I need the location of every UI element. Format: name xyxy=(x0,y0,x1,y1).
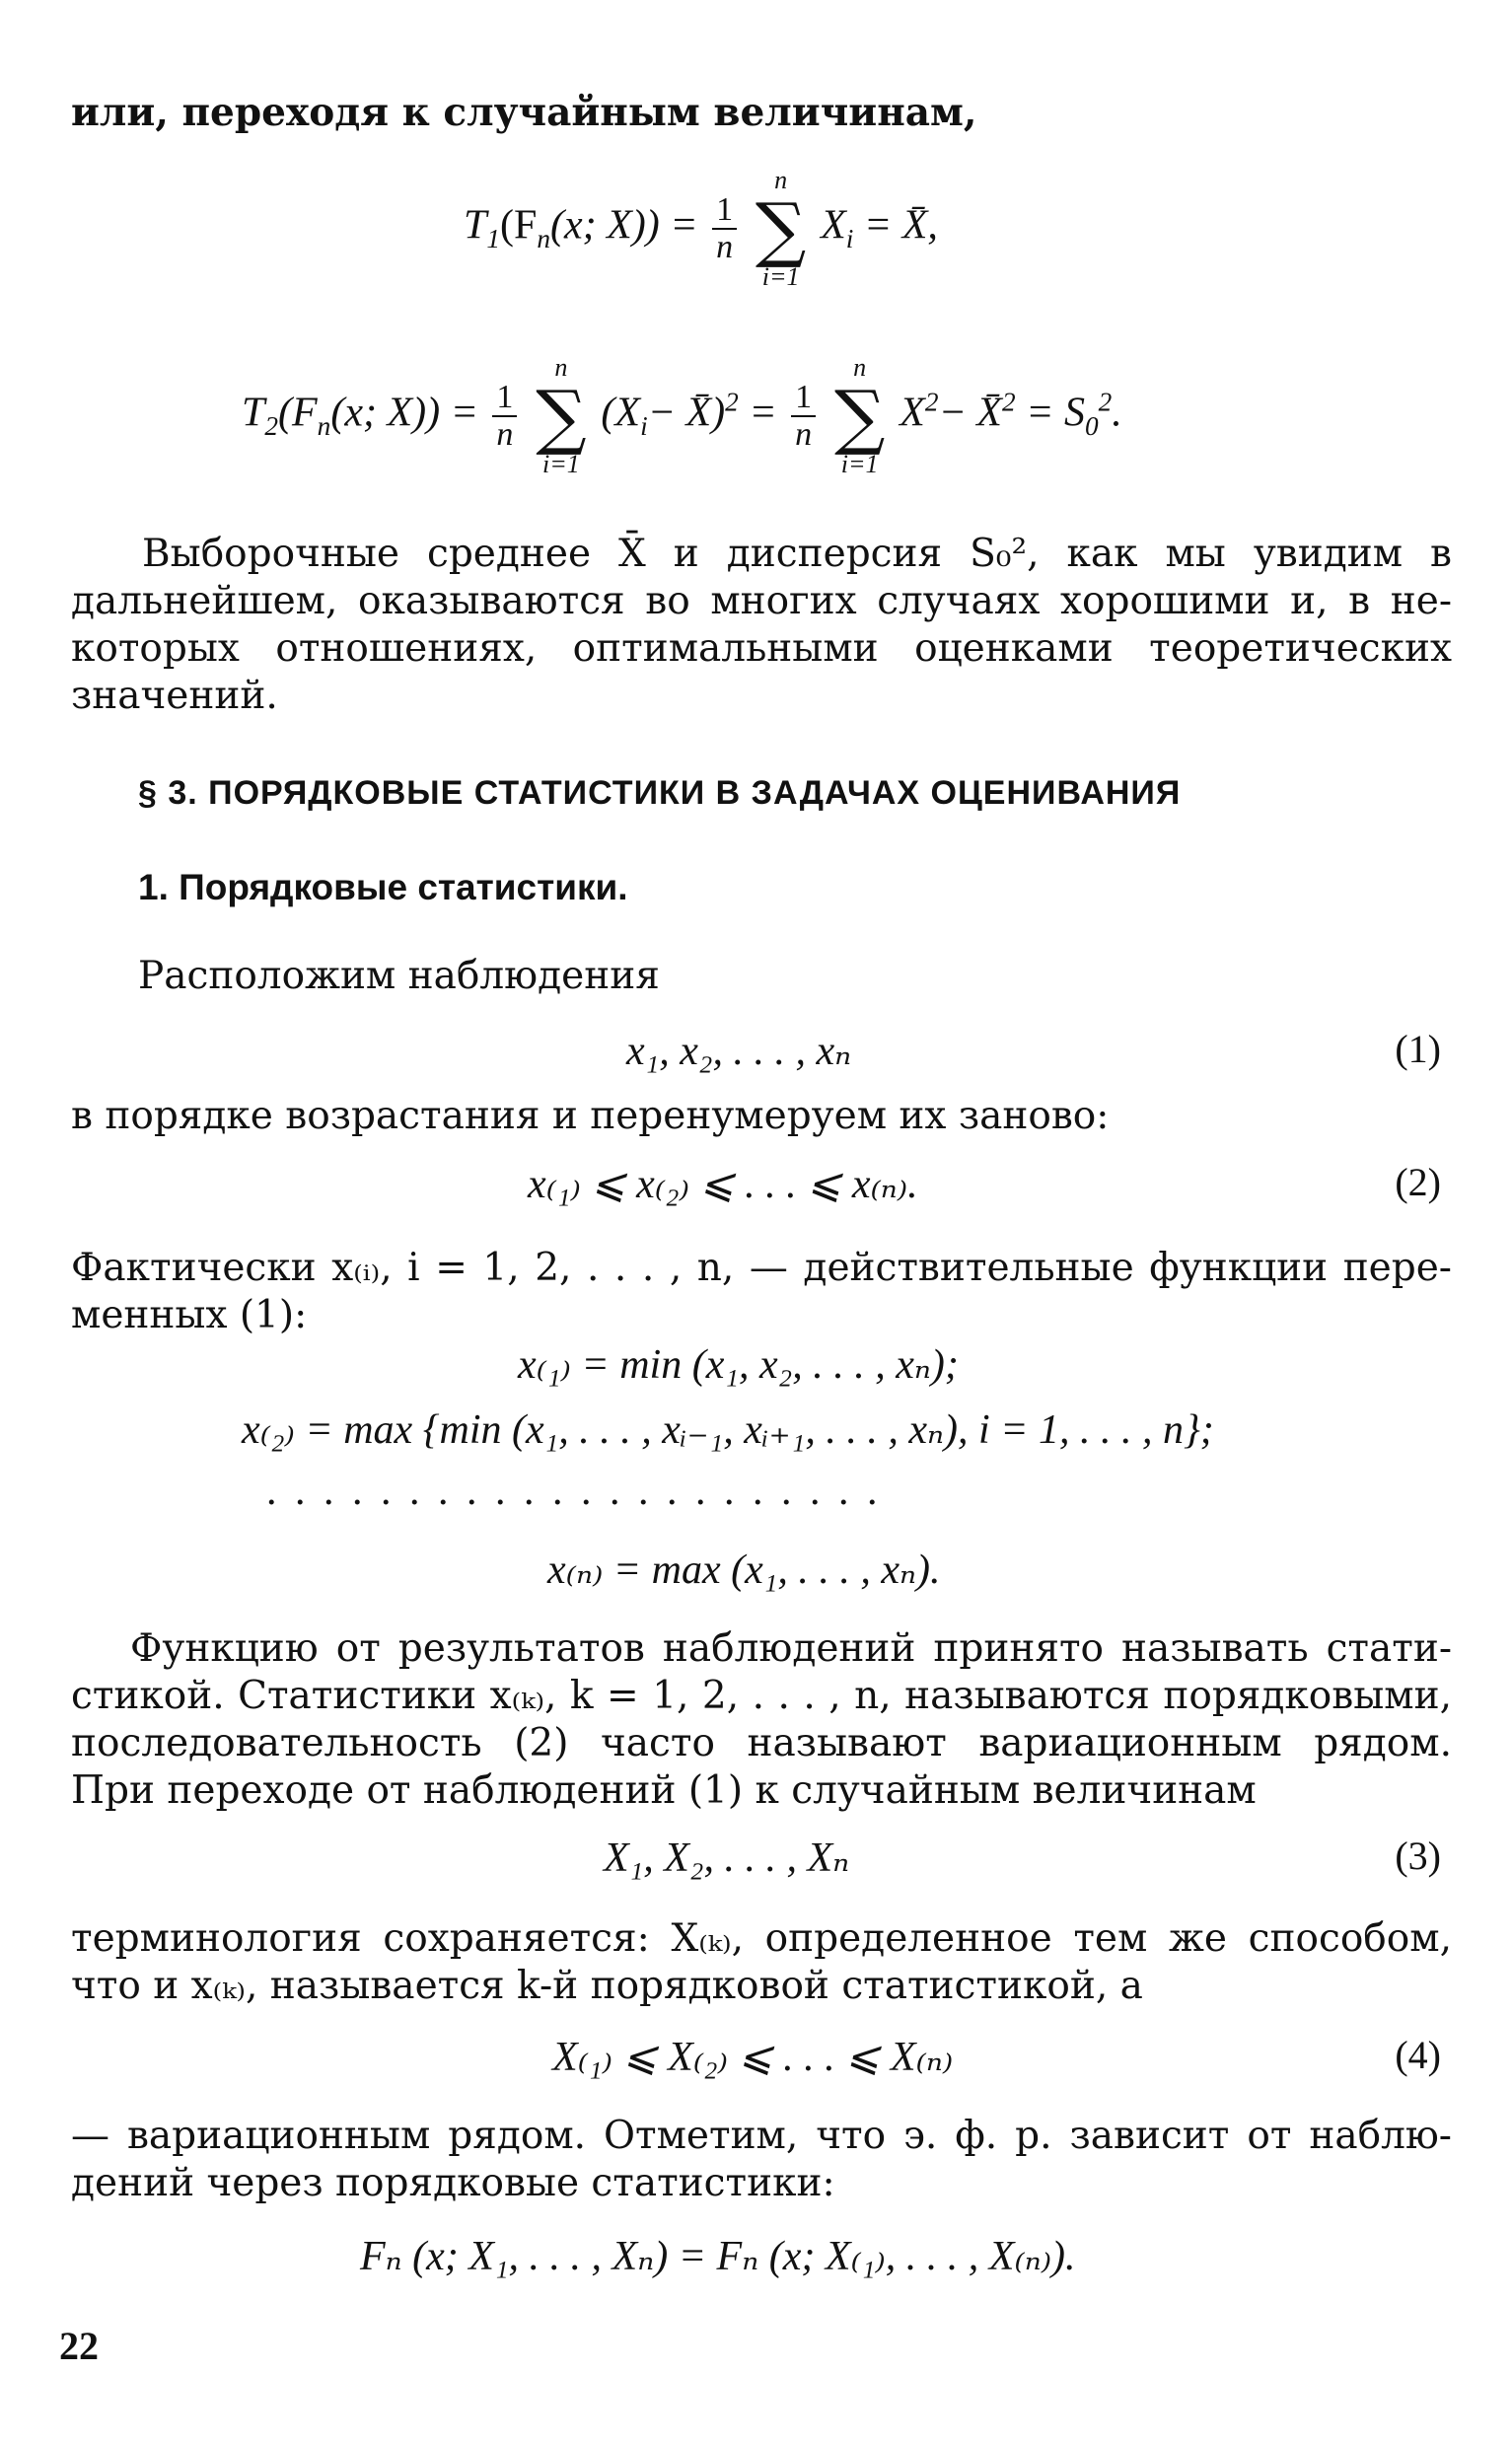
formula-t1: $T_1(F_n(x$; X)) = $\frac{1}{n}$ n ∑ i=1 $X_i$ = X̄, xyxy=(464,166,938,291)
equation-max-n: x₍ₙ₎ = max (x₁, . . . , xₙ). xyxy=(547,1547,941,1593)
para-sample-stats-line4: значений. xyxy=(71,674,278,718)
para-statistic-line1: Функцию от результатов наблюдений принято называть стати- xyxy=(130,1626,1452,1671)
equation-final: Fₙ (x; X₁, . . . , Xₙ) = Fₙ (x; X₍₁₎, . . . , X₍ₙ₎). xyxy=(360,2234,1076,2279)
para-actually-line1: Фактически x₍ᵢ₎, i = 1, 2, . . . , n, — действительные функции пере- xyxy=(71,1246,1452,1290)
equation-number-1: (1) xyxy=(1395,1027,1441,1071)
para-sample-stats-line1: Выборочные среднее X̄ и дисперсия S₀², как мы увидим в xyxy=(142,532,1452,576)
para-sample-stats-line2: дальнейшем, оказываются во многих случаях хорошими и, в не- xyxy=(71,579,1452,623)
para-statistic-line3: последовательность (2) часто называют вариационным рядом. xyxy=(71,1721,1452,1765)
para-arrange: Расположим наблюдения xyxy=(138,954,660,998)
equation-3: X₁, X₂, . . . , Xₙ xyxy=(604,1835,850,1881)
para-variational-line1: — вариационным рядом. Отметим, что э. ф. р. зависит от наблю- xyxy=(71,2114,1452,2158)
sum-symbol: n ∑ i=1 xyxy=(833,353,886,478)
subsection-heading: 1. Порядковые статистики. xyxy=(138,867,628,907)
page-number: 22 xyxy=(59,2324,99,2368)
para-terminology-line1: терминология сохраняется: X₍ₖ₎, определенное тем же способом, xyxy=(71,1916,1452,1961)
equation-number-4: (4) xyxy=(1395,2033,1441,2077)
equation-4: X₍₁₎ ⩽ X₍₂₎ ⩽ . . . ⩽ X₍ₙ₎ xyxy=(552,2035,954,2080)
para-variational-line2: дений через порядковые статистики: xyxy=(71,2161,835,2205)
equation-2: x₍₁₎ ⩽ x₍₂₎ ⩽ . . . ⩽ x₍ₙ₎. xyxy=(528,1162,918,1207)
equation-max: x₍₂₎ = max {min (x₁, . . . , xᵢ₋₁, xᵢ₊₁, . . . , xₙ), i = 1, . . . , n}; xyxy=(242,1407,1214,1453)
para-statistic-line4: При переходе от наблюдений (1) к случайным величинам xyxy=(71,1768,1257,1813)
para-sample-stats-line3: которых отношениях, оптимальными оценками теоретических xyxy=(71,626,1452,671)
para-actually-line2: менных (1): xyxy=(71,1293,308,1337)
sum-symbol: n ∑ i=1 xyxy=(755,166,807,291)
para-statistic-line2: стикой. Статистики x₍ₖ₎, k = 1, 2, . . . , n, называются порядковыми, xyxy=(71,1674,1452,1718)
intro-line: или, переходя к случайным величинам, xyxy=(71,90,977,135)
para-ascending: в порядке возрастания и перенумеруем их заново: xyxy=(71,1094,1110,1138)
formula-t2: $T_2(F_n(x$; X)) = $\frac{1}{n}$ n ∑ i=1 ($X_i-$ X̄)$^2$ = $\frac{1}{n}$ n ∑ i=1 $X^2-$ X̄$^2$ = $S_0^2$. xyxy=(242,353,1122,478)
equation-1: x₁, x₂, . . . , xₙ xyxy=(626,1029,852,1074)
equation-number-3: (3) xyxy=(1395,1834,1441,1878)
section-heading: § 3. ПОРЯДКОВЫЕ СТАТИСТИКИ В ЗАДАЧАХ ОЦЕНИВАНИЯ xyxy=(138,774,1182,812)
para-terminology-line2: что и x₍ₖ₎, называется k-й порядковой статистикой, а xyxy=(71,1964,1143,2008)
continuation-dots: . . . . . . . . . . . . . . . . . . . . . . xyxy=(266,1469,882,1514)
equation-min: x₍₁₎ = min (x₁, x₂, . . . , xₙ); xyxy=(518,1342,959,1388)
equation-number-2: (2) xyxy=(1395,1160,1441,1204)
sum-symbol: n ∑ i=1 xyxy=(536,353,587,478)
